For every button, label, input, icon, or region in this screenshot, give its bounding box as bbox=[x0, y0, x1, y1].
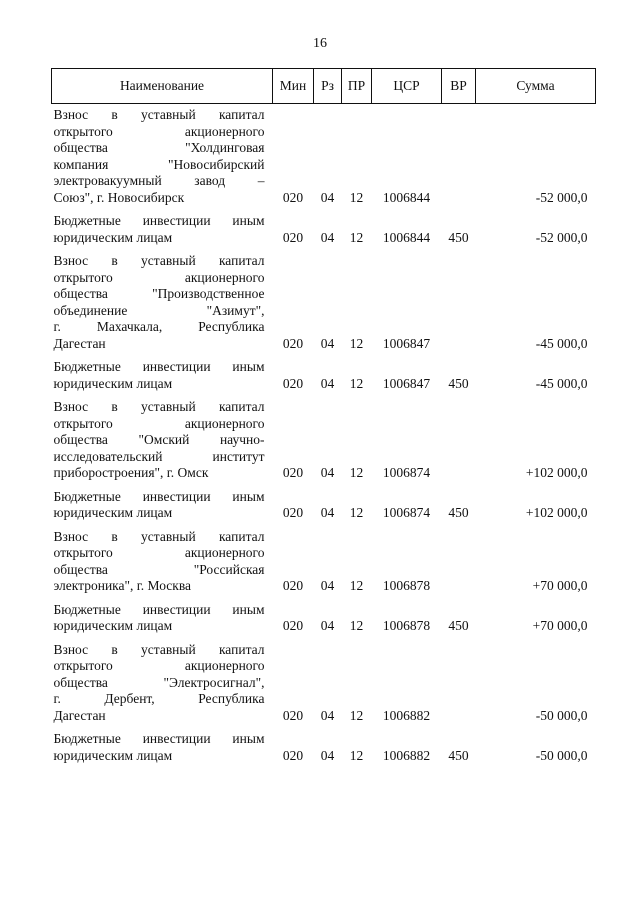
header-sum: Сумма bbox=[476, 69, 596, 104]
row-name-line: юридическим лицам bbox=[53, 618, 173, 633]
row-rz: 04 bbox=[320, 465, 335, 480]
row-name bbox=[52, 352, 273, 392]
row-vr: 450 bbox=[448, 505, 469, 520]
row-name-line: объединение "Азимут", bbox=[53, 302, 265, 318]
row-rz: 04 bbox=[320, 578, 335, 593]
row-sum: -50 000,0 bbox=[535, 747, 588, 763]
row-name-line: электровакуумный завод – bbox=[53, 173, 265, 188]
row-sum: -45 000,0 bbox=[535, 335, 588, 351]
row-name bbox=[52, 635, 273, 725]
row-name-line: Взнос в уставный капитал bbox=[53, 641, 265, 657]
row-sum: -52 000,0 bbox=[535, 189, 588, 205]
row-pr: 12 bbox=[349, 465, 364, 480]
row-name-line: общества "Холдинговая bbox=[53, 140, 265, 155]
row-name-line: исследовательский институт bbox=[53, 448, 265, 464]
row-name-line: открытого акционерного bbox=[53, 269, 265, 285]
row-min: 020 bbox=[282, 189, 304, 205]
row-name bbox=[52, 595, 273, 635]
row-sum: -50 000,0 bbox=[535, 707, 588, 723]
row-csr: 1006874 bbox=[382, 465, 431, 480]
row-name-line: общества "Электросигнал", bbox=[53, 674, 265, 690]
row-rz: 04 bbox=[320, 747, 335, 763]
row-vr bbox=[442, 392, 476, 482]
row-name-line: Взнос в уставный капитал bbox=[53, 399, 265, 414]
row-vr bbox=[442, 522, 476, 595]
table-body bbox=[52, 104, 596, 765]
header-rz: Рз bbox=[314, 69, 342, 104]
row-min: 020 bbox=[282, 465, 304, 480]
row-rz: 04 bbox=[320, 229, 335, 245]
row-min: 020 bbox=[282, 618, 304, 633]
row-name-line: Бюджетные инвестиции иным bbox=[53, 731, 265, 746]
row-name-line: Союз", г. Новосибирск bbox=[53, 189, 185, 205]
table-row bbox=[52, 246, 596, 352]
row-name-line: электроника", г. Москва bbox=[53, 578, 192, 593]
row-name-line: Взнос в уставный капитал bbox=[53, 107, 265, 122]
row-name-line: Дагестан bbox=[53, 707, 106, 723]
row-name bbox=[52, 522, 273, 595]
row-min: 020 bbox=[282, 335, 304, 351]
table-header-row bbox=[52, 69, 596, 104]
row-name-line: приборостроения", г. Омск bbox=[53, 465, 209, 480]
row-pr: 12 bbox=[349, 375, 364, 391]
header-vr: ВР bbox=[442, 69, 476, 104]
table-row bbox=[52, 635, 596, 725]
table-row bbox=[52, 104, 596, 207]
row-csr: 1006878 bbox=[382, 578, 431, 593]
row-min: 020 bbox=[282, 375, 304, 391]
budget-table bbox=[51, 68, 596, 764]
table-row bbox=[52, 392, 596, 482]
row-min: 020 bbox=[282, 707, 304, 723]
row-pr: 12 bbox=[349, 189, 364, 205]
row-vr: 450 bbox=[448, 618, 469, 633]
row-rz: 04 bbox=[320, 707, 335, 723]
header-pr: ПР bbox=[342, 69, 372, 104]
row-name-line: Бюджетные инвестиции иным bbox=[53, 359, 265, 374]
table-row bbox=[52, 724, 596, 764]
row-rz: 04 bbox=[320, 335, 335, 351]
header-csr: ЦСР bbox=[372, 69, 442, 104]
row-name-line: Бюджетные инвестиции иным bbox=[53, 601, 265, 617]
row-name-line: Бюджетные инвестиции иным bbox=[53, 488, 265, 504]
header-min: Мин bbox=[273, 69, 314, 104]
row-name bbox=[52, 206, 273, 246]
row-csr: 1006847 bbox=[382, 335, 431, 351]
row-name-line: общества "Омский научно- bbox=[53, 432, 265, 447]
row-min: 020 bbox=[282, 505, 304, 520]
row-name bbox=[52, 246, 273, 352]
row-pr: 12 bbox=[349, 335, 364, 351]
page-number: 16 bbox=[313, 36, 327, 51]
row-name-line: юридическим лицам bbox=[53, 505, 173, 520]
row-name-line: юридическим лицам bbox=[53, 375, 173, 391]
table-row bbox=[52, 206, 596, 246]
table-row bbox=[52, 522, 596, 595]
row-min: 020 bbox=[282, 229, 304, 245]
row-min: 020 bbox=[282, 747, 304, 763]
row-csr: 1006874 bbox=[382, 505, 431, 520]
row-pr: 12 bbox=[349, 229, 364, 245]
row-csr: 1006847 bbox=[382, 375, 431, 391]
row-name-line: общества "Российская bbox=[53, 561, 265, 577]
row-rz: 04 bbox=[320, 375, 335, 391]
row-sum: -52 000,0 bbox=[535, 229, 588, 245]
row-csr: 1006844 bbox=[382, 189, 431, 205]
row-vr: 450 bbox=[448, 229, 469, 245]
row-sum: +102 000,0 bbox=[525, 505, 588, 520]
row-name bbox=[52, 392, 273, 482]
row-vr bbox=[442, 104, 476, 207]
row-name-line: Взнос в уставный капитал bbox=[53, 253, 265, 268]
row-name bbox=[52, 482, 273, 522]
row-sum: +70 000,0 bbox=[532, 618, 588, 633]
row-name-line: открытого акционерного bbox=[53, 658, 265, 673]
row-sum: +102 000,0 bbox=[525, 465, 588, 480]
header-name: Наименование bbox=[52, 69, 273, 104]
row-vr: 450 bbox=[448, 375, 469, 391]
row-vr bbox=[442, 635, 476, 725]
row-vr: 450 bbox=[448, 747, 469, 763]
row-pr: 12 bbox=[349, 578, 364, 593]
row-pr: 12 bbox=[349, 505, 364, 520]
row-csr: 1006882 bbox=[382, 707, 431, 723]
table-row bbox=[52, 352, 596, 392]
row-vr bbox=[442, 246, 476, 352]
row-name-line: общества "Производственное bbox=[53, 286, 265, 301]
row-pr: 12 bbox=[349, 747, 364, 763]
row-csr: 1006844 bbox=[382, 229, 431, 245]
row-name-line: юридическим лицам bbox=[53, 747, 173, 763]
row-name-line: Бюджетные инвестиции иным bbox=[53, 213, 265, 228]
row-rz: 04 bbox=[320, 189, 335, 205]
row-sum: -45 000,0 bbox=[535, 375, 588, 391]
row-name-line: Взнос в уставный капитал bbox=[53, 528, 265, 544]
table-row bbox=[52, 595, 596, 635]
row-pr: 12 bbox=[349, 618, 364, 633]
row-name-line: открытого акционерного bbox=[53, 123, 265, 139]
row-name bbox=[52, 724, 273, 764]
row-csr: 1006878 bbox=[382, 618, 431, 633]
row-name-line: Дагестан bbox=[53, 335, 106, 351]
row-name-line: компания "Новосибирский bbox=[53, 156, 265, 172]
row-sum: +70 000,0 bbox=[532, 578, 588, 593]
row-name-line: юридическим лицам bbox=[53, 229, 173, 245]
row-rz: 04 bbox=[320, 505, 335, 520]
row-name-line: г. Махачкала, Республика bbox=[53, 319, 265, 334]
row-csr: 1006882 bbox=[382, 747, 431, 763]
row-pr: 12 bbox=[349, 707, 364, 723]
row-name-line: открытого акционерного bbox=[53, 415, 265, 431]
row-rz: 04 bbox=[320, 618, 335, 633]
row-name-line: г. Дербент, Республика bbox=[53, 691, 265, 706]
row-name-line: открытого акционерного bbox=[53, 545, 265, 560]
table-row bbox=[52, 482, 596, 522]
row-min: 020 bbox=[282, 578, 304, 593]
row-name bbox=[52, 104, 273, 207]
